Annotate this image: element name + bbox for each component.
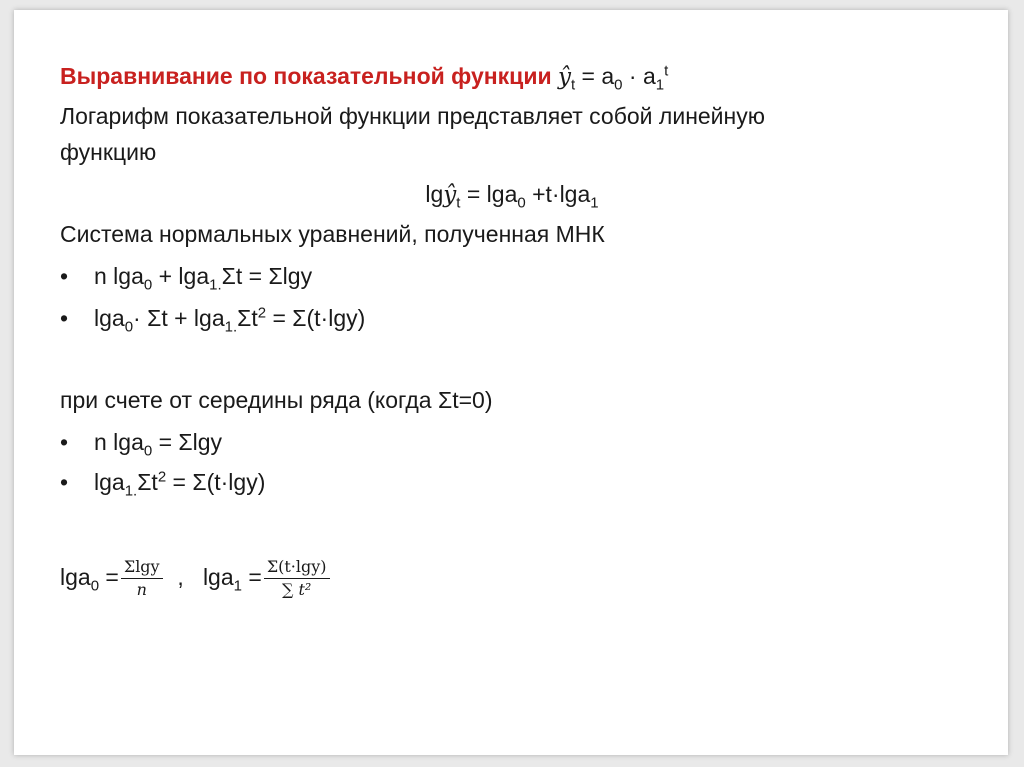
fraction-1-numerator: Σlgy — [121, 557, 163, 579]
intro-line-1: Логарифм показательной функции представляет собой линейную — [60, 103, 765, 129]
center-2-part: lga — [94, 469, 125, 495]
intro-line-2: функцию — [60, 139, 157, 165]
log-eq-a1-sub: 1 — [590, 194, 599, 212]
fraction-2-denominator: ∑ t² — [281, 580, 312, 600]
final-eq2: = — [241, 564, 262, 590]
final-lhs2-sub: 1 — [233, 577, 242, 595]
center-1-part: n lga — [94, 429, 144, 455]
center-item-2 — [60, 468, 266, 500]
title-eq: = a — [575, 63, 615, 89]
system-1-part: Σt = Σlgy — [221, 263, 313, 289]
system-2-sub: 0 — [124, 318, 134, 336]
final-lhs1-sub: 0 — [90, 577, 100, 595]
fraction-2-numerator: Σ(t·lgy) — [264, 557, 330, 579]
title-a1-sup: t — [664, 62, 669, 80]
final-formulas — [60, 552, 332, 602]
center-2-part: = Σ(t·lgy) — [166, 469, 266, 495]
system-1-part: n lga — [94, 263, 144, 289]
system-1-sub: 1. — [209, 276, 222, 294]
title-a1-sub: 1 — [655, 76, 665, 94]
log-eq-mid: = lga — [460, 181, 518, 207]
system-1-part: + lga — [152, 263, 210, 289]
center-2-sub: 1. — [124, 482, 138, 500]
final-lhs1: lga — [60, 564, 91, 590]
log-eq-yhat-sub: t — [456, 194, 461, 212]
system-2-sup: 2 — [257, 304, 267, 322]
center-1-part: = Σlgy — [152, 429, 223, 455]
log-eq-lg: lg — [425, 181, 444, 207]
center-1-sub: 0 — [143, 442, 153, 460]
system-heading: Система нормальных уравнений, полученная МНК — [60, 221, 605, 247]
fraction-2 — [264, 557, 330, 600]
log-eq-tail: +t·lga — [525, 181, 591, 207]
title-dot: · a — [622, 63, 656, 89]
title-text: Выравнивание по показательной функции — [60, 63, 558, 89]
center-item-1 — [60, 428, 223, 460]
slide-title — [60, 62, 669, 94]
system-item-1 — [60, 262, 313, 294]
system-item-2 — [60, 304, 366, 336]
fraction-1-denominator: n — [136, 580, 147, 600]
final-eq1: = — [99, 564, 119, 590]
fraction-1 — [121, 557, 163, 600]
system-1-sub: 0 — [143, 276, 153, 294]
bullet-icon: • — [60, 429, 69, 455]
bullet-icon: • — [60, 263, 69, 289]
final-lhs2: lga — [202, 564, 234, 590]
system-2-part: · Σt + lga — [133, 305, 225, 331]
title-yhat-sub: t — [570, 76, 576, 94]
title-a0-sub: 0 — [614, 76, 623, 94]
center-2-part: Σt — [137, 469, 158, 495]
system-2-part: = Σ(t·lgy) — [266, 305, 366, 331]
final-separator: , — [164, 564, 203, 590]
center-2-sup: 2 — [157, 468, 167, 486]
log-equation — [0, 180, 1024, 212]
title-yhat: ŷ — [557, 64, 571, 90]
bullet-icon: • — [60, 469, 69, 495]
log-eq-a0-sub: 0 — [517, 194, 526, 212]
system-2-part: lga — [94, 305, 125, 331]
bullet-icon: • — [60, 305, 69, 331]
log-eq-yhat: ŷ — [443, 182, 457, 208]
system-2-part: Σt — [237, 305, 258, 331]
center-heading: при счете от середины ряда (когда Σt=0) — [60, 387, 493, 413]
system-2-sub: 1. — [224, 318, 238, 336]
